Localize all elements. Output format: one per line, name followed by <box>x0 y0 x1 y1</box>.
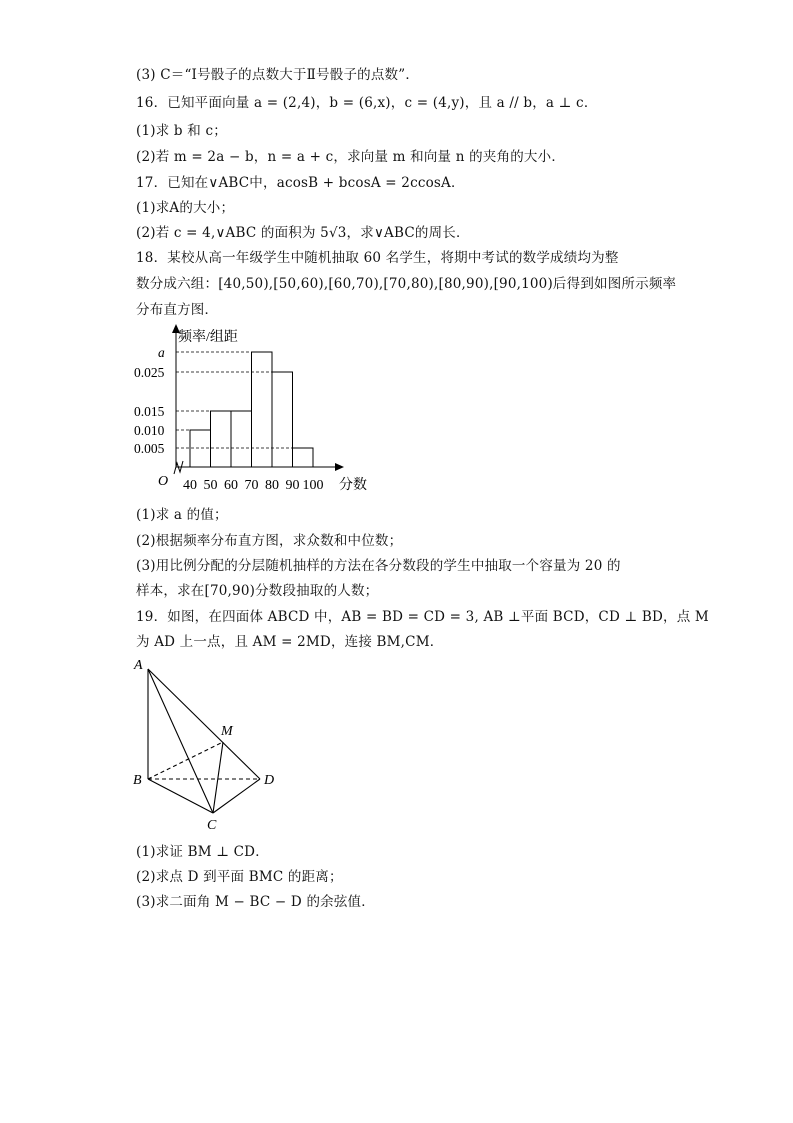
x-tick-label: 60 <box>224 478 238 493</box>
histogram-bar <box>190 430 211 467</box>
histogram-bar <box>231 411 252 467</box>
line-q18-cont: 数分成六组：[40,50),[50,60),[60,70),[70,80),[80,90),[90,100)后得到如图所示频率 <box>136 276 677 292</box>
y-tick-label: a <box>158 345 165 360</box>
y-tick-label: 0.010 <box>134 423 165 438</box>
x-axis-label: 分数 <box>339 478 367 493</box>
line-q18-1: (1)求 a 的值； <box>136 507 228 523</box>
vertex-label-D: D <box>264 773 275 788</box>
line-q16-2: (2)若 m = 2a − b，n = a + c，求向量 m 和向量 n 的夹角的大小． <box>136 149 566 165</box>
line-q18: 18．某校从高一年级学生中随机抽取 60 名学生，将期中考试的数学成绩均为整 <box>136 250 619 266</box>
line-q18-3-cont: 样本，求在[70,90)分数段抽取的人数； <box>136 583 379 599</box>
y-tick-label: 0.025 <box>134 365 165 380</box>
x-tick-label: 100 <box>302 478 324 493</box>
vertex-label-C: C <box>207 818 217 833</box>
line-q17: 17．已知在∨ABC中，acosB + bcosA = 2ccosA． <box>136 175 465 191</box>
vertex-label-B: B <box>133 773 142 788</box>
histogram-bar <box>293 448 314 467</box>
edge-BC <box>148 779 213 813</box>
line-q18-2: (2)根据频率分布直方图，求众数和中位数； <box>136 533 403 549</box>
edge-AC <box>148 669 213 813</box>
line-q17-1: (1)求A的大小； <box>136 200 235 216</box>
edge-BM-dashed <box>148 742 223 779</box>
histogram-bar <box>272 372 293 467</box>
line-q19-3: (3)求二面角 M − BC − D 的余弦值． <box>136 894 375 910</box>
histogram-bar <box>211 411 232 467</box>
origin-label: O <box>158 474 169 489</box>
y-axis-label: 频率/组距 <box>178 330 238 345</box>
y-tick-label: 0.015 <box>134 404 165 419</box>
tetrahedron-figure <box>128 656 288 836</box>
line-q19-cont: 为 AD 上一点，且 AM = 2MD，连接 BM,CM． <box>136 634 444 650</box>
x-tick-label: 90 <box>285 478 300 493</box>
line-q18-cont2: 分布直方图． <box>136 302 219 318</box>
edge-MC <box>213 742 223 813</box>
line-q19-1: (1)求证 BM ⊥ CD． <box>136 844 269 860</box>
edge-AD <box>148 669 260 779</box>
x-tick-label: 80 <box>265 478 279 493</box>
line-q17-2: (2)若 c = 4,∨ABC 的面积为 5√3，求∨ABC的周长． <box>136 225 470 241</box>
histogram-bar <box>252 352 273 467</box>
x-axis-arrow <box>335 463 344 471</box>
line-q16: 16．已知平面向量 a = (2,4)，b = (6,x)，c = (4,y)，且 a // b，a ⊥ c． <box>136 95 598 111</box>
line-q15-3: (3) C＝“Ⅰ号骰子的点数大于Ⅱ号骰子的点数”． <box>136 67 420 83</box>
line-q16-1: (1)求 b 和 c； <box>136 123 227 139</box>
line-q19-2: (2)求点 D 到平面 BMC 的距离； <box>136 869 343 885</box>
line-q18-3: (3)用比例分配的分层随机抽样的方法在各分数段的学生中抽取一个容量为 20 的 <box>136 558 621 574</box>
line-q19: 19．如图，在四面体 ABCD 中，AB = BD = CD = 3, AB ⊥平面 BCD，CD ⊥ BD，点 M <box>136 609 709 625</box>
x-tick-label: 40 <box>183 478 197 493</box>
axis-break-mark <box>174 461 183 474</box>
vertex-label-A: A <box>134 658 143 673</box>
frequency-histogram <box>128 322 388 502</box>
x-tick-label: 70 <box>244 478 259 493</box>
y-tick-label: 0.005 <box>134 441 165 456</box>
edge-CD <box>213 779 260 813</box>
x-tick-label: 50 <box>203 478 218 493</box>
vertex-label-M: M <box>221 724 233 739</box>
